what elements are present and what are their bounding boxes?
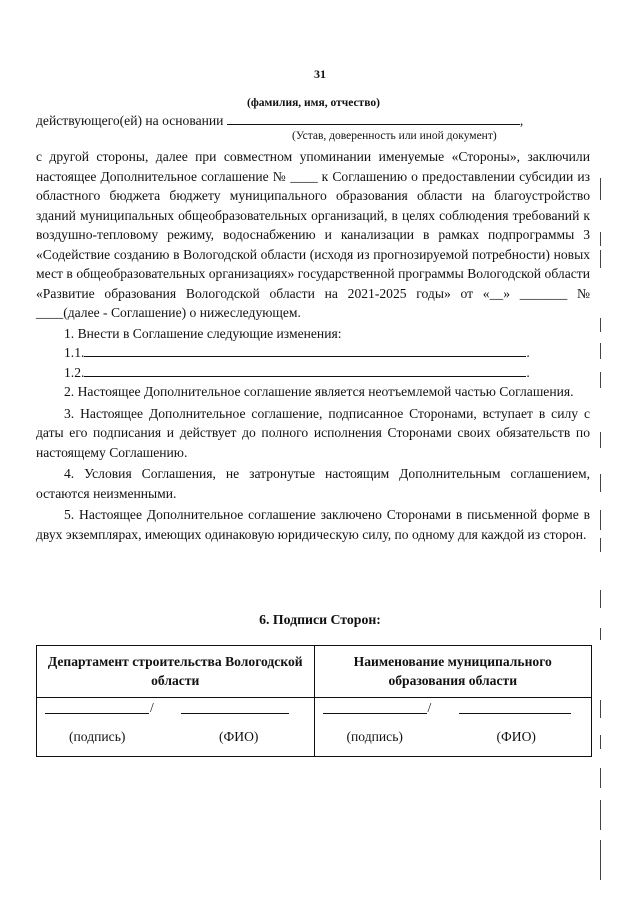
- item-1-1-number: 1.1.: [64, 345, 85, 360]
- left-slash: /: [150, 700, 154, 715]
- signatures-table: [36, 645, 592, 757]
- scan-edge-mark: [600, 628, 601, 640]
- right-signature-label: (подпись): [346, 729, 403, 744]
- agreement-body: [36, 147, 590, 544]
- right-fio-label: (ФИО): [496, 729, 536, 744]
- scan-edge-mark: [600, 768, 601, 788]
- item-1-2-number: 1.2.: [64, 364, 85, 380]
- name-caption: (фамилия, имя, отчество): [247, 97, 380, 109]
- page-number: 31: [314, 67, 326, 81]
- scan-edge-mark: [600, 538, 601, 552]
- scan-edge-mark: [600, 432, 601, 448]
- scan-edge-mark: [600, 178, 601, 200]
- item-3: 3. Настоящее Дополнительное соглашение, подписанное Сторонами, вступает в силу с даты его подписания и действует до полного исполнения Сторонами своих обязательств по настоящему Соглашению.: [36, 405, 590, 460]
- intro-paragraph: с другой стороны, далее при совместном упоминании именуемые «Стороны», заключили настоящее Дополнительное соглашение № ____ к Соглашению о предоставлении субсидии из областного бюджета бюджету муниципального образования области на благоустройство зданий муниципальных общеобразовательных организаций, в целях соблюдения требований к воздушно-тепловому режиму, водоснабжению и канализации в рамках подпрограммы 3 «Содействие созданию в Вологодской области (исходя из прогнозируемой потребности) новых мест в общеобразовательных организациях» государственной программы Вологодской области «Развитие образования Вологодской области на 2021-2025 годы» от «__» _______ № ____(далее - Соглашение) о нижеследующем.: [36, 149, 590, 320]
- item-1-1: [36, 343, 590, 363]
- item-1-1-end: .: [526, 345, 530, 360]
- basis-caption: (Устав, доверенность или иной документ): [292, 130, 497, 142]
- item-1-2: [36, 363, 590, 383]
- left-signature-line: [45, 712, 149, 714]
- item-1-2-end: .: [526, 364, 530, 380]
- scan-edge-mark: [600, 590, 601, 608]
- item-1: 1. Внести в Соглашение следующие изменения:: [64, 325, 342, 341]
- scan-edge-mark: [600, 318, 601, 332]
- scan-edge-mark: [600, 735, 601, 749]
- scan-edge-mark: [600, 800, 601, 830]
- item-2: 2. Настоящее Дополнительное соглашение является неотъемлемой частью Соглашения.: [64, 384, 574, 399]
- scan-edge-mark: [600, 250, 601, 268]
- acting-basis-suffix: ,: [519, 113, 524, 128]
- item-1-2-blank: [84, 364, 526, 377]
- scan-edge-mark: [600, 474, 601, 492]
- scan-edge-mark: [600, 343, 601, 359]
- scan-edge-mark: [600, 232, 601, 246]
- item-5: 5. Настоящее Дополнительное соглашение заключено Сторонами в письменной форме в двух экземплярах, имеющих одинаковую юридическую силу, по одному для каждой из сторон.: [36, 507, 590, 542]
- party-right-name: Наименование муниципального образования области: [314, 646, 592, 698]
- scan-edge-mark: [600, 840, 601, 880]
- left-fio-label: (ФИО): [219, 729, 259, 744]
- signatures-heading: 6. Подписи Сторон:: [259, 612, 381, 627]
- item-1-1-blank: [84, 344, 526, 357]
- acting-basis-line: [36, 112, 523, 130]
- left-fio-line: [181, 712, 289, 714]
- right-signature-line: [323, 712, 427, 714]
- party-right-signature-cell: [314, 698, 592, 757]
- party-left-name: Департамент строительства Вологодской области: [37, 646, 315, 698]
- scan-edge-mark: [600, 700, 601, 718]
- right-slash: /: [427, 700, 432, 715]
- acting-basis-prefix: действующего(ей) на основании: [36, 113, 224, 128]
- scan-edge-mark: [600, 372, 601, 388]
- right-fio-line: [459, 712, 571, 714]
- item-4: 4. Условия Соглашения, не затронутые настоящим Дополнительным соглашением, остаются неизменными.: [36, 466, 590, 501]
- basis-blank: [227, 112, 520, 125]
- left-signature-label: (подпись): [69, 729, 126, 744]
- party-left-signature-cell: [37, 698, 315, 757]
- scan-edge-mark: [600, 510, 601, 530]
